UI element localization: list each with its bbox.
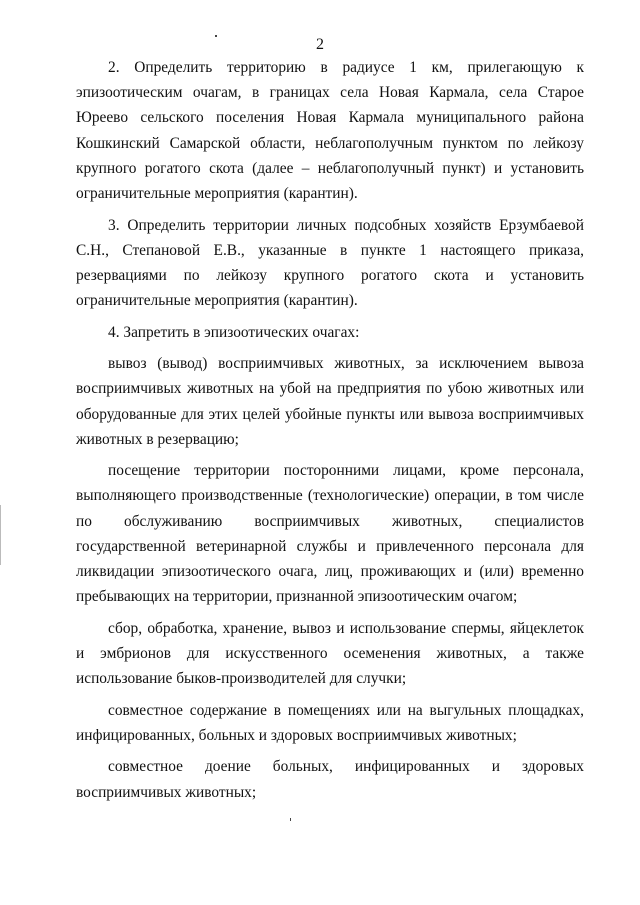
paragraph-2-buffer-zone: 2. Определить территорию в радиусе 1 км, прилегающую к эпизоотическим очагам, в границах села Новая Кармала, села Старое Юреево сельского поселения Новая Кармала муниципального района Кошкинский Самарской области, неблагополучным пунктом по лейкозу крупного рогатого скота (далее – неблагополучный пункт) и установить ограничительные мероприятия (карантин).	[76, 59, 584, 203]
paragraph-4-prohibitions-heading: 4. Запретить в эпизоотических очагах:	[108, 323, 360, 341]
prohibition-item-semen-embryos: сбор, обработка, хранение, вывоз и использование спермы, яйцеклеток и эмбрионов для искусственного осеменения животных, а также использование быков-производителей для случки;	[76, 619, 584, 688]
paragraph-3-reservations: 3. Определить территории личных подсобных хозяйств Ерзумбаевой С.Н., Степановой Е.В., указанные в пункте 1 настоящего приказа, резервациями по лейкозу крупного рогатого скота и установить ограничительные мероприятия (карантин).	[76, 216, 584, 310]
page-number: 2	[316, 36, 324, 53]
scan-artifact-dot	[215, 35, 217, 37]
prohibition-item-joint-housing: совместное содержание в помещениях или на выгульных площадках, инфицированных, больных и здоровых восприимчивых животных;	[76, 701, 584, 744]
document-body	[76, 55, 584, 811]
prohibition-item-visitors: посещение территории посторонними лицами, кроме персонала, выполняющего производственные (технологические) операции, в том числе по обслуживанию восприимчивых животных, специалистов государственной ветеринарной службы и привлеченного персонала для ликвидации эпизоотического очага, лиц, проживающих и (или) временно пребывающих на территории, признанной эпизоотическим очагом;	[76, 462, 584, 606]
prohibition-item-animal-removal: вывоз (вывод) восприимчивых животных, за исключением вывоза восприимчивых животных на убой на предприятия по убою животных или оборудованные для этих целей убойные пункты или вывоза восприимчивых животных в резервацию;	[76, 355, 584, 448]
prohibition-item-joint-milking: совместное доение больных, инфицированных и здоровых восприимчивых животных;	[76, 758, 584, 801]
scan-artifact-dot	[290, 818, 291, 821]
scan-artifact-edge	[0, 505, 1, 565]
